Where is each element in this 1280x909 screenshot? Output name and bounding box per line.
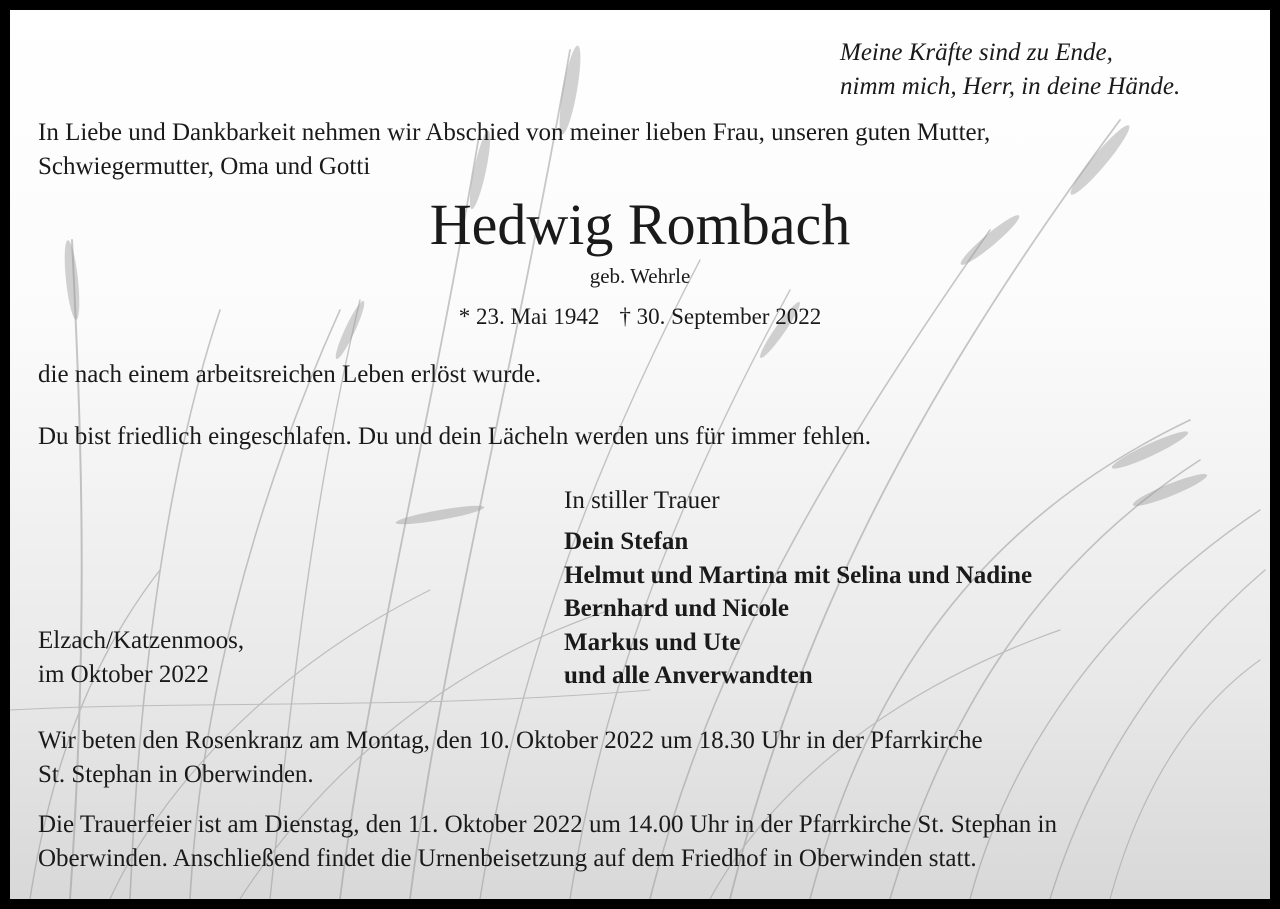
motto-verse bbox=[840, 36, 1180, 104]
death-date: † 30. September 2022 bbox=[619, 304, 822, 329]
intro-line: In Liebe und Dankbarkeit nehmen wir Abschied von meiner lieben Frau, unseren guten Mutter, bbox=[38, 119, 991, 146]
mourner-name: Markus und Ute bbox=[564, 628, 741, 656]
deceased-name: Hedwig Rombach bbox=[429, 192, 851, 257]
birth-date: * 23. Mai 1942 bbox=[458, 304, 600, 329]
rosary-line: Wir beten den Rosenkranz am Montag, den 10. Oktober 2022 um 18.30 Uhr in der Pfarrkirche bbox=[38, 727, 983, 754]
place-line: Elzach/Katzenmoos, bbox=[38, 627, 245, 654]
rosary-line: St. Stephan in Oberwinden. bbox=[38, 761, 314, 788]
date-line: im Oktober 2022 bbox=[38, 660, 209, 688]
intro-line: Schwiegermutter, Oma und Gotti bbox=[38, 153, 371, 180]
mourner-name: und alle Anverwandten bbox=[564, 662, 813, 689]
mourner-name: Bernhard und Nicole bbox=[564, 595, 790, 622]
mourner-name: Dein Stefan bbox=[564, 528, 689, 555]
rosary-notice bbox=[38, 724, 983, 792]
mourners-list bbox=[564, 525, 1032, 693]
birth-name: geb. Wehrle bbox=[589, 264, 691, 288]
funeral-line: Die Trauerfeier ist am Dienstag, den 11. Oktober 2022 um 14.00 Uhr in der Pfarrkirche St. Stephan in bbox=[38, 811, 1058, 838]
motto-line: nimm mich, Herr, in deine Hände. bbox=[840, 73, 1181, 100]
farewell-text: Du bist friedlich eingeschlafen. Du und dein Lächeln werden uns für immer fehlen. bbox=[38, 423, 872, 450]
funeral-notice bbox=[38, 808, 1057, 876]
mourner-name: Helmut und Martina mit Selina und Nadine bbox=[564, 561, 1033, 589]
life-dates bbox=[10, 302, 1270, 332]
intro-text bbox=[38, 116, 990, 184]
mourning-heading: In stiller Trauer bbox=[564, 487, 720, 514]
released-text: die nach einem arbeitsreichen Leben erlöst wurde. bbox=[38, 361, 542, 388]
obituary-card bbox=[10, 10, 1270, 899]
motto-line: Meine Kräfte sind zu Ende, bbox=[840, 39, 1113, 66]
funeral-line: Oberwinden. Anschließend findet die Urnenbeisetzung auf dem Friedhof in Oberwinden statt. bbox=[38, 845, 977, 872]
place-and-date bbox=[38, 624, 244, 691]
